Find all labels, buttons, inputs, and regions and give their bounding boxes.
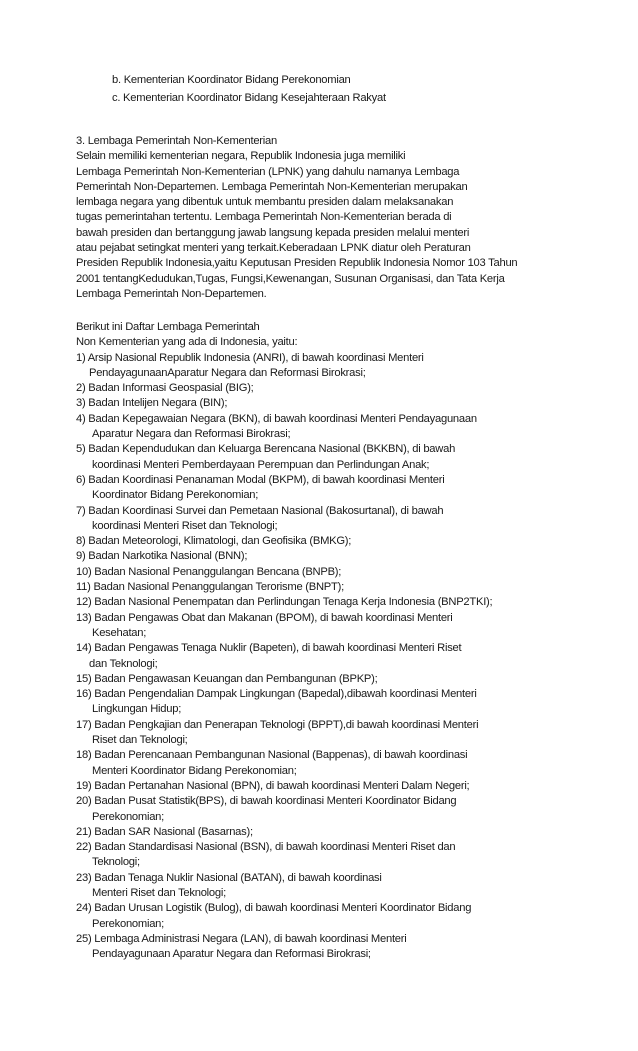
list-item: 4) Badan Kepegawaian Negara (BKN), di bawah koordinasi Menteri Pendayagunaan (76, 412, 477, 425)
list-item: 11) Badan Nasional Penanggulangan Terorisme (BNPT); (76, 581, 344, 594)
paragraph-line: Presiden Republik Indonesia,yaitu Keputusan Presiden Republik Indonesia Nomor 103 Tahun (76, 257, 518, 270)
list-item-continuation: Riset dan Teknologi; (92, 734, 188, 747)
list-item: 19) Badan Pertanahan Nasional (BPN), di bawah koordinasi Menteri Dalam Negeri; (76, 779, 470, 792)
paragraph-line: Lembaga Pemerintah Non-Kementerian (LPNK) yang dahulu namanya Lembaga (76, 165, 460, 178)
list-item-continuation: Perekonomian; (92, 810, 164, 823)
paragraph-line: Pemerintah Non-Departemen. Lembaga Pemerintah Non-Kementerian merupakan (76, 180, 468, 193)
list-item: 7) Badan Koordinasi Survei dan Pemetaan Nasional (Bakosurtanal), di bawah (76, 504, 444, 517)
list-item: 6) Badan Koordinasi Penanaman Modal (BKPM), di bawah koordinasi Menteri (76, 473, 445, 486)
list-item-continuation: PendayagunaanAparatur Negara dan Reformasi Birokrasi; (89, 366, 366, 379)
paragraph-line: 2001 tentangKedudukan,Tugas, Fungsi,Kewenangan, Susunan Organisasi, dan Tata Kerja (76, 272, 505, 285)
list-item: 25) Lembaga Administrasi Negara (LAN), di bawah koordinasi Menteri (76, 932, 407, 945)
list-item: 2) Badan Informasi Geospasial (BIG); (76, 382, 254, 395)
list-item: 14) Badan Pengawas Tenaga Nuklir (Bapeten), di bawah koordinasi Menteri Riset (76, 642, 462, 655)
list-item: 22) Badan Standardisasi Nasional (BSN), di bawah koordinasi Menteri Riset dan (76, 841, 456, 854)
list-item: 12) Badan Nasional Penempatan dan Perlindungan Tenaga Kerja Indonesia (BNP2TKI); (76, 596, 493, 609)
list-item-continuation: Lingkungan Hidup; (92, 703, 182, 716)
list-item: 16) Badan Pengendalian Dampak Lingkungan (Bapedal),dibawah koordinasi Menteri (76, 688, 477, 701)
list-item-continuation: Kesehatan; (92, 626, 147, 639)
list-item: 5) Badan Kependudukan dan Keluarga Berencana Nasional (BKKBN), di bawah (76, 443, 456, 456)
paragraph-line: Lembaga Pemerintah Non-Departemen. (76, 287, 267, 300)
paragraph-line: tugas pemerintahan tertentu. Lembaga Pemerintah Non-Kementerian berada di (76, 211, 452, 224)
list-item: 8) Badan Meteorologi, Klimatologi, dan Geofisika (BMKG); (76, 535, 352, 548)
list-item-continuation: dan Teknologi; (89, 657, 158, 670)
list-item-continuation: Teknologi; (92, 856, 140, 869)
list-item: 1) Arsip Nasional Republik Indonesia (ANRI), di bawah koordinasi Menteri (76, 351, 424, 364)
list-item: 24) Badan Urusan Logistik (Bulog), di bawah koordinasi Menteri Koordinator Bidang (76, 902, 472, 915)
list-item-continuation: Pendayagunaan Aparatur Negara dan Reformasi Birokrasi; (92, 948, 371, 961)
list-intro-line: Non Kementerian yang ada di Indonesia, yaitu: (76, 336, 298, 349)
list-intro-line: Berikut ini Daftar Lembaga Pemerintah (76, 321, 260, 333)
list-item: 20) Badan Pusat Statistik(BPS), di bawah koordinasi Menteri Koordinator Bidang (76, 795, 457, 808)
list-item-continuation: koordinasi Menteri Riset dan Teknologi; (92, 519, 278, 532)
list-item-continuation: Menteri Koordinator Bidang Perekonomian; (92, 764, 297, 777)
list-item-b: b. Kementerian Koordinator Bidang Perekonomian (112, 74, 351, 86)
list-item: 9) Badan Narkotika Nasional (BNN); (76, 550, 248, 563)
paragraph-line: lembaga negara yang dibentuk untuk membantu presiden dalam melaksanakan (76, 196, 454, 209)
paragraph-line: Selain memiliki kementerian negara, Republik Indonesia juga memiliki (76, 150, 406, 163)
list-item-continuation: Koordinator Bidang Perekonomian; (92, 489, 259, 502)
list-item: 13) Badan Pengawas Obat dan Makanan (BPOM), di bawah koordinasi Menteri (76, 611, 453, 624)
list-item: 3) Badan Intelijen Negara (BIN); (76, 397, 228, 410)
paragraph-line: bawah presiden dan bertanggung jawab langsung kepada presiden melalui menteri (76, 226, 470, 239)
paragraph-line: atau pejabat setingkat menteri yang terkait.Keberadaan LPNK diatur oleh Peraturan (76, 242, 471, 255)
section-heading: 3. Lembaga Pemerintah Non-Kementerian (76, 135, 277, 147)
list-item: 10) Badan Nasional Penanggulangan Bencana (BNPB); (76, 565, 342, 578)
list-lines (76, 351, 576, 963)
list-item: 15) Badan Pengawasan Keuangan dan Pembangunan (BPKP); (76, 672, 378, 685)
list-item: 21) Badan SAR Nasional (Basarnas); (76, 825, 253, 838)
list-item-continuation: koordinasi Menteri Pemberdayaan Perempuan dan Perlindungan Anak; (92, 458, 430, 471)
list-item-c: c. Kementerian Koordinator Bidang Kesejahteraan Rakyat (112, 92, 386, 104)
list-item-continuation: Aparatur Negara dan Reformasi Birokrasi; (92, 428, 291, 441)
list-item: 18) Badan Perencanaan Pembangunan Nasional (Bappenas), di bawah koordinasi (76, 749, 468, 762)
agency-list (76, 320, 576, 962)
list-item-continuation: Menteri Riset dan Teknologi; (92, 886, 226, 899)
list-item-continuation: Perekonomian; (92, 917, 164, 930)
list-item: 23) Badan Tenaga Nuklir Nasional (BATAN), di bawah koordinasi (76, 871, 382, 884)
section-3 (76, 134, 576, 302)
list-item: 17) Badan Pengkajian dan Penerapan Teknologi (BPPT),di bawah koordinasi Menteri (76, 718, 479, 731)
